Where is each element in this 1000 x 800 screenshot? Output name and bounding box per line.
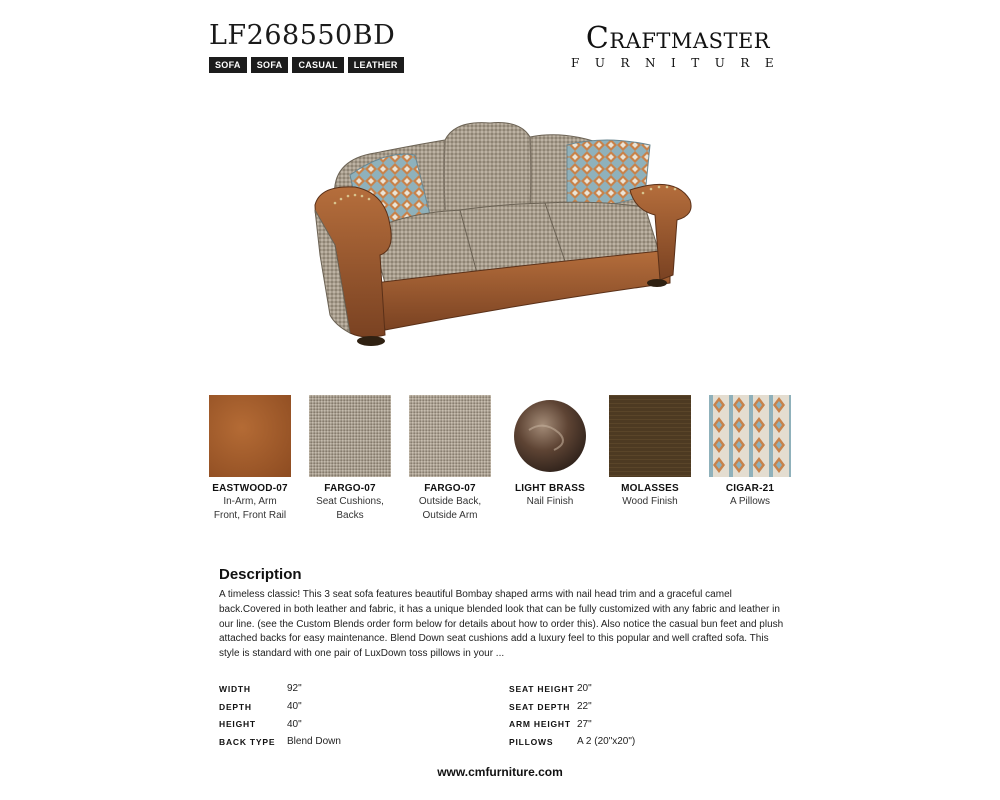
leather-swatch-icon [209, 395, 291, 477]
spec-label: SEAT HEIGHT [509, 683, 575, 694]
website-link[interactable]: www.cmfurniture.com [437, 765, 563, 779]
specs-right [509, 680, 635, 751]
spec-label: ARM HEIGHT [509, 719, 571, 730]
spec-row [509, 715, 635, 733]
tag-leather[interactable]: LEATHER [348, 57, 404, 73]
product-tags [209, 57, 404, 73]
spec-row [219, 680, 341, 698]
swatch-desc: Seat Cushions, Backs [316, 496, 384, 521]
swatch-name: FARGO-07 [424, 483, 476, 494]
spec-label: HEIGHT [219, 719, 256, 730]
spec-value: Blend Down [287, 736, 341, 748]
spec-value: 40" [287, 718, 302, 730]
swatch-name: LIGHT BRASS [515, 483, 585, 494]
spec-label: DEPTH [219, 701, 252, 712]
spec-label: PILLOWS [509, 736, 554, 747]
swatch-cigar[interactable] [709, 395, 791, 523]
sofa-image [305, 115, 700, 355]
fabric-swatch-icon [309, 395, 391, 477]
spec-label: SEAT DEPTH [509, 701, 571, 712]
swatch-molasses[interactable] [609, 395, 691, 523]
wood-swatch-icon [609, 395, 691, 477]
spec-value: 92" [287, 683, 302, 695]
product-sku: LF268550BD [209, 20, 396, 51]
brand-name: Craftmaster [585, 21, 771, 56]
spec-row [509, 733, 635, 751]
swatch-eastwood[interactable] [209, 395, 291, 523]
swatch-desc: Outside Back, Outside Arm [418, 496, 482, 521]
swatch-fargo-seat[interactable] [309, 395, 391, 523]
description-title: Description [219, 566, 302, 583]
spec-row [219, 698, 341, 716]
brand-logo[interactable] [565, 22, 791, 70]
tag-sofa-2[interactable]: SOFA [251, 57, 289, 73]
swatch-desc: A Pillows [729, 496, 770, 507]
swatch-name: MOLASSES [621, 483, 679, 494]
pillow-swatch-icon [709, 395, 791, 477]
tag-casual[interactable]: CASUAL [292, 57, 343, 73]
swatch-name: FARGO-07 [324, 483, 376, 494]
spec-label: BACK TYPE [219, 736, 276, 747]
nail-swatch-icon [509, 395, 591, 477]
swatch-desc: Wood Finish [622, 496, 678, 507]
swatch-name: CIGAR-21 [725, 483, 775, 494]
tag-sofa[interactable]: SOFA [209, 57, 247, 73]
spec-row [509, 680, 635, 698]
description-text: A timeless classic! This 3 seat sofa features beautiful Bombay shaped arms with nail head trim and a graceful camel back.Covered in both leather and fabric, it has a unique blended look that can be fully customized with any fabric and leather in our line. (see the Custom Blends order form below for details about how to order this). Also notice the casual bun feet and plush attached backs for easy maintenance. Blend Down seat cushions add a luxury feel to this popular and well crafted sofa. This style is standard with one pair of LuxDown toss pillows in your ... [219, 589, 784, 660]
swatch-light-brass[interactable] [509, 395, 591, 523]
brand-sub: FURNITURE [571, 56, 790, 70]
spec-label: WIDTH [219, 683, 251, 694]
spec-row [509, 698, 635, 716]
swatch-name: EASTWOOD-07 [212, 483, 288, 494]
swatch-desc: Nail Finish [526, 496, 574, 507]
fabric-swatch-icon [409, 395, 491, 477]
swatch-list [209, 395, 791, 523]
spec-value: 27" [577, 718, 592, 730]
spec-value: 40" [287, 701, 302, 713]
spec-value: A 2 (20"x20") [577, 736, 636, 748]
specs-left [219, 680, 341, 751]
spec-value: 22" [577, 701, 592, 713]
swatch-fargo-outside[interactable] [409, 395, 491, 523]
spec-row [219, 733, 341, 751]
swatch-desc: In-Arm, Arm Front, Front Rail [213, 496, 287, 521]
spec-value: 20" [577, 683, 592, 695]
spec-row [219, 715, 341, 733]
